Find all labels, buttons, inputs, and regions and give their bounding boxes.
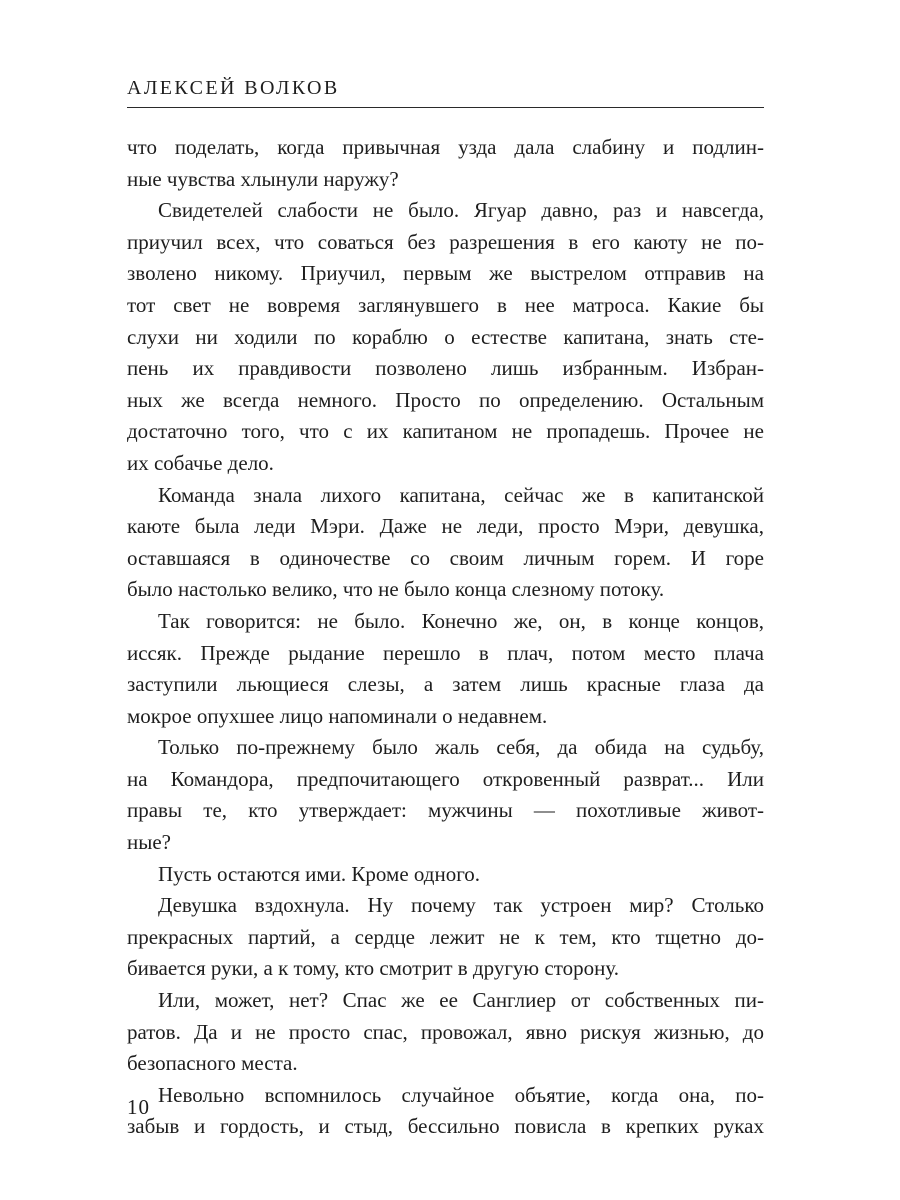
text-line: Девушка вздохнула. Ну почему так устроен мир? Столько xyxy=(158,893,764,918)
text-line: безопасного места. xyxy=(127,1051,298,1076)
text-line: приучил всех, что соваться без разрешения в его каюту не по- xyxy=(127,229,764,254)
text-line: слухи ни ходили по кораблю о естестве капитана, знать сте- xyxy=(127,324,764,349)
text-line: прекрасных партий, а сердце лежит не к тем, кто тщетно до- xyxy=(127,924,764,949)
text-line: забыв и гордость, и стыд, бессильно повисла в крепких руках xyxy=(127,1114,764,1139)
text-line: тот свет не вовремя заглянувшего в нее матроса. Какие бы xyxy=(127,292,764,317)
text-line: бивается руки, а к тому, кто смотрит в другую сторону. xyxy=(127,956,619,981)
text-line: их собачье дело. xyxy=(127,450,274,475)
text-line: зволено никому. Приучил, первым же выстрелом отправив на xyxy=(127,261,764,286)
text-line: Невольно вспомнилось случайное объятие, когда она, по- xyxy=(158,1082,764,1107)
running-head-author: АЛЕКСЕЙ ВОЛКОВ xyxy=(127,77,340,99)
text-line: было настолько велико, что не было конца слезному потоку. xyxy=(127,577,665,602)
text-line: ратов. Да и не просто спас, провожал, явно рискуя жизнью, до xyxy=(127,1019,764,1044)
text-line: Пусть остаются ими. Кроме одного. xyxy=(158,861,481,886)
text-line: мокрое опухшее лицо напоминали о недавнем. xyxy=(127,703,548,728)
text-line: оставшаяся в одиночестве со своим личным горем. И горе xyxy=(127,545,764,570)
text-line: иссяк. Прежде рыдание перешло в плач, потом место плача xyxy=(127,640,764,665)
text-line: ные? xyxy=(127,830,171,855)
text-line: пень их правдивости позволено лишь избранным. Избран- xyxy=(127,356,764,381)
text-line: Команда знала лихого капитана, сейчас же в капитанской xyxy=(158,482,764,507)
text-line: Так говорится: не было. Конечно же, он, в конце концов, xyxy=(158,608,764,633)
text-line: ные чувства хлынули наружу? xyxy=(127,166,399,191)
text-line: Только по-прежнему было жаль себя, да обида на судьбу, xyxy=(158,735,764,760)
text-line: заступили льющиеся слезы, а затем лишь красные глаза да xyxy=(127,672,764,697)
text-line: Свидетелей слабости не было. Ягуар давно, раз и навсегда, xyxy=(158,198,764,223)
text-line: ных же всегда немного. Просто по определению. Остальным xyxy=(127,387,764,412)
body-text xyxy=(127,132,764,1143)
text-line: что поделать, когда привычная узда дала слабину и подлин- xyxy=(127,135,764,159)
page-number: 10 xyxy=(127,1095,150,1119)
text-line: Или, может, нет? Спас же ее Санглиер от собственных пи- xyxy=(158,988,764,1013)
header-divider xyxy=(127,107,764,108)
text-line: достаточно того, что с их капитаном не пропадешь. Прочее не xyxy=(127,419,764,444)
text-line: правы те, кто утверждает: мужчины — похотливые живот- xyxy=(127,798,764,823)
text-line: на Командора, предпочитающего откровенный разврат... Или xyxy=(127,766,764,791)
text-line: каюте была леди Мэри. Даже не леди, просто Мэри, девушка, xyxy=(127,514,764,539)
